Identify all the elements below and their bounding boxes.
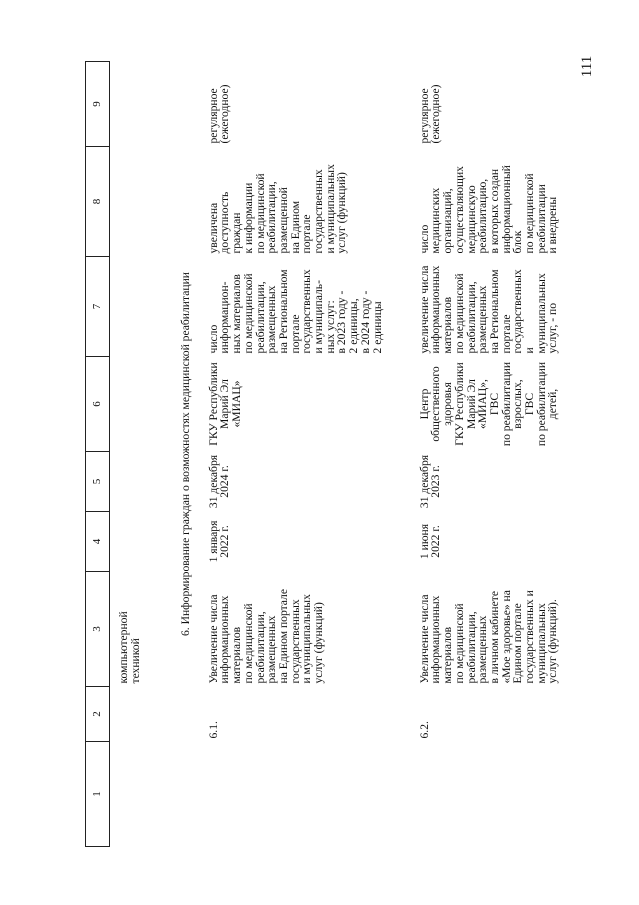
text-line: государственных: [288, 599, 302, 684]
text-line: информационных: [429, 265, 443, 354]
page-number: 111: [579, 55, 596, 78]
text-line: Центр: [417, 388, 431, 420]
text-line: Марий Эл: [218, 379, 232, 429]
text-line: доступность: [218, 191, 232, 254]
text-line: реабилитации,: [265, 181, 279, 254]
responsible: [413, 357, 579, 452]
text-line: материалов: [230, 626, 244, 684]
text-line: информационных: [429, 595, 443, 684]
text-line: «Мое здоровье» на: [499, 590, 513, 684]
text-line: 31 декабря: [206, 454, 220, 509]
text-line: Увеличение числа: [417, 594, 431, 684]
text-line: в личном кабинете: [487, 591, 501, 684]
text-line: Едином портале: [511, 603, 525, 684]
text-line: техникой: [128, 638, 142, 684]
text-line: по медицинской: [241, 273, 255, 354]
text-line: число: [206, 324, 220, 354]
header-col-5: 5: [86, 452, 110, 512]
text-line: регулярное: [417, 88, 431, 144]
text-line: на Едином портале: [276, 589, 290, 684]
text-line: медицинскую: [464, 185, 478, 254]
measure-name: [202, 572, 413, 687]
text-line: муниципальных: [534, 273, 548, 354]
text-line: 2023 г.: [429, 465, 443, 498]
header-col-8: 8: [86, 147, 110, 257]
text-line: размещенных: [476, 285, 490, 354]
responsible: [202, 357, 413, 452]
text-line: увеличена: [206, 202, 220, 254]
text-line: на Региональном: [487, 269, 501, 354]
rotated-table-container: [85, 62, 615, 847]
text-line: в 2023 году -: [335, 290, 349, 354]
indicator: [413, 257, 579, 357]
section-row: [174, 62, 202, 847]
text-line: осуществляющих: [452, 166, 466, 254]
text-line: ных услуг:: [323, 300, 337, 354]
text-line: материалов: [441, 296, 455, 354]
text-line: реабилитации,: [253, 611, 267, 684]
text-line: (ежегодное): [218, 84, 232, 144]
text-line: граждан: [230, 212, 244, 254]
text-line: услуг (функций): [335, 172, 349, 254]
text-line: 31 декабря: [417, 454, 431, 509]
continued-row: [110, 62, 175, 847]
text-line: размещенных: [476, 615, 490, 684]
text-line: здоровья: [441, 382, 455, 426]
text-line: реабилитации,: [253, 281, 267, 354]
table-row: [413, 62, 579, 847]
periodicity: [413, 62, 579, 147]
text-line: увеличение числа: [417, 265, 431, 354]
header-col-7: 7: [86, 257, 110, 357]
text-line: портале: [288, 314, 302, 354]
text-line: ГВС: [523, 392, 537, 416]
periodicity: [202, 62, 413, 147]
text-line: Марий Эл: [464, 379, 478, 429]
text-line: государственных и: [523, 590, 537, 684]
header-col-2: 2: [86, 687, 110, 742]
text-line: информационный: [499, 165, 513, 254]
text-line: компьютерной: [117, 611, 130, 684]
text-line: ных материалов: [230, 274, 244, 354]
expected-result: [202, 147, 413, 257]
text-line: число: [417, 224, 431, 254]
text-line: к информации: [241, 182, 255, 254]
text-line: (ежегодное): [429, 84, 443, 144]
start-date: [413, 512, 579, 572]
text-line: реабилитации,: [464, 611, 478, 684]
text-line: и внедрены: [546, 196, 560, 254]
text-line: портале: [499, 314, 513, 354]
text-line: услуг (функций).: [546, 599, 560, 684]
text-line: блок: [511, 230, 525, 254]
text-line: 2022 г.: [218, 525, 232, 558]
header-col-4: 4: [86, 512, 110, 572]
text-line: реабилитации,: [464, 281, 478, 354]
text-line: ГКУ Республики: [206, 362, 220, 446]
text-line: реабилитации: [534, 184, 548, 254]
text-line: и: [523, 347, 537, 354]
expected-result: [413, 147, 579, 257]
text-line: государственных: [511, 269, 525, 354]
text-line: муниципальных: [534, 603, 548, 684]
header-col-1: 1: [86, 742, 110, 847]
text-line: реабилитацию,: [476, 178, 490, 254]
measure-name: [413, 572, 579, 687]
text-line: информацион-: [218, 281, 232, 354]
text-line: на Едином: [288, 200, 302, 254]
header-col-6: 6: [86, 357, 110, 452]
end-date: [202, 452, 413, 512]
text-line: 2022 г.: [429, 525, 443, 558]
text-line: 2 единицы: [370, 301, 384, 354]
continued-col3: [110, 572, 175, 687]
text-line: детей,: [546, 388, 560, 420]
text-line: Увеличение числа: [206, 594, 220, 684]
row-number: 6.1.: [206, 721, 220, 739]
text-line: размещенных: [265, 285, 279, 354]
text-line: по медицинской: [523, 173, 537, 254]
header-row: [86, 62, 110, 847]
text-line: 2024 г.: [218, 465, 232, 498]
text-line: портале: [300, 214, 314, 254]
text-line: «МИАЦ»,: [476, 379, 490, 429]
text-line: услуг (функций): [312, 602, 326, 684]
text-line: по реабилитации: [534, 361, 548, 447]
text-line: медицинских: [429, 187, 443, 254]
text-line: 1 июня: [417, 523, 431, 560]
section-title: 6. Информирование граждан о возможностях медицинской реабилитации: [179, 272, 192, 636]
text-line: организаций,: [441, 188, 455, 254]
text-line: материалов: [441, 626, 455, 684]
text-line: ГКУ Республики: [452, 362, 466, 446]
text-line: в которых создан: [487, 168, 501, 254]
indicator: [202, 257, 413, 357]
text-line: по реабилитации: [499, 361, 513, 447]
text-line: государственных: [312, 169, 326, 254]
end-date: [413, 452, 579, 512]
text-line: по медицинской: [452, 603, 466, 684]
row-number: 6.2.: [417, 721, 431, 739]
text-line: на Региональном: [276, 269, 290, 354]
text-line: ГВС: [487, 392, 501, 416]
header-col-3: 3: [86, 572, 110, 687]
text-line: и муниципаль-: [312, 280, 326, 354]
text-line: информационных: [218, 595, 232, 684]
text-line: размещенных: [265, 615, 279, 684]
text-line: «МИАЦ»: [230, 380, 244, 428]
text-line: по медицинской: [241, 603, 255, 684]
text-line: по медицинской: [452, 273, 466, 354]
table-row: [202, 62, 413, 847]
text-line: регулярное: [206, 88, 220, 144]
header-col-9: 9: [86, 62, 110, 147]
text-line: и муниципальных: [300, 594, 314, 684]
text-line: и муниципальных: [323, 164, 337, 254]
text-line: взрослых,: [511, 379, 525, 429]
text-line: услуг, - по: [546, 302, 560, 354]
text-line: 1 января: [206, 520, 220, 563]
text-line: государственных: [300, 269, 314, 354]
rehabilitation-plan-table: [85, 61, 579, 847]
text-line: общественного: [429, 366, 443, 442]
start-date: [202, 512, 413, 572]
text-line: размещенной: [276, 187, 290, 254]
text-line: в 2024 году -: [358, 290, 372, 354]
text-line: по медицинской: [253, 173, 267, 254]
text-line: 2 единицы,: [347, 298, 361, 354]
